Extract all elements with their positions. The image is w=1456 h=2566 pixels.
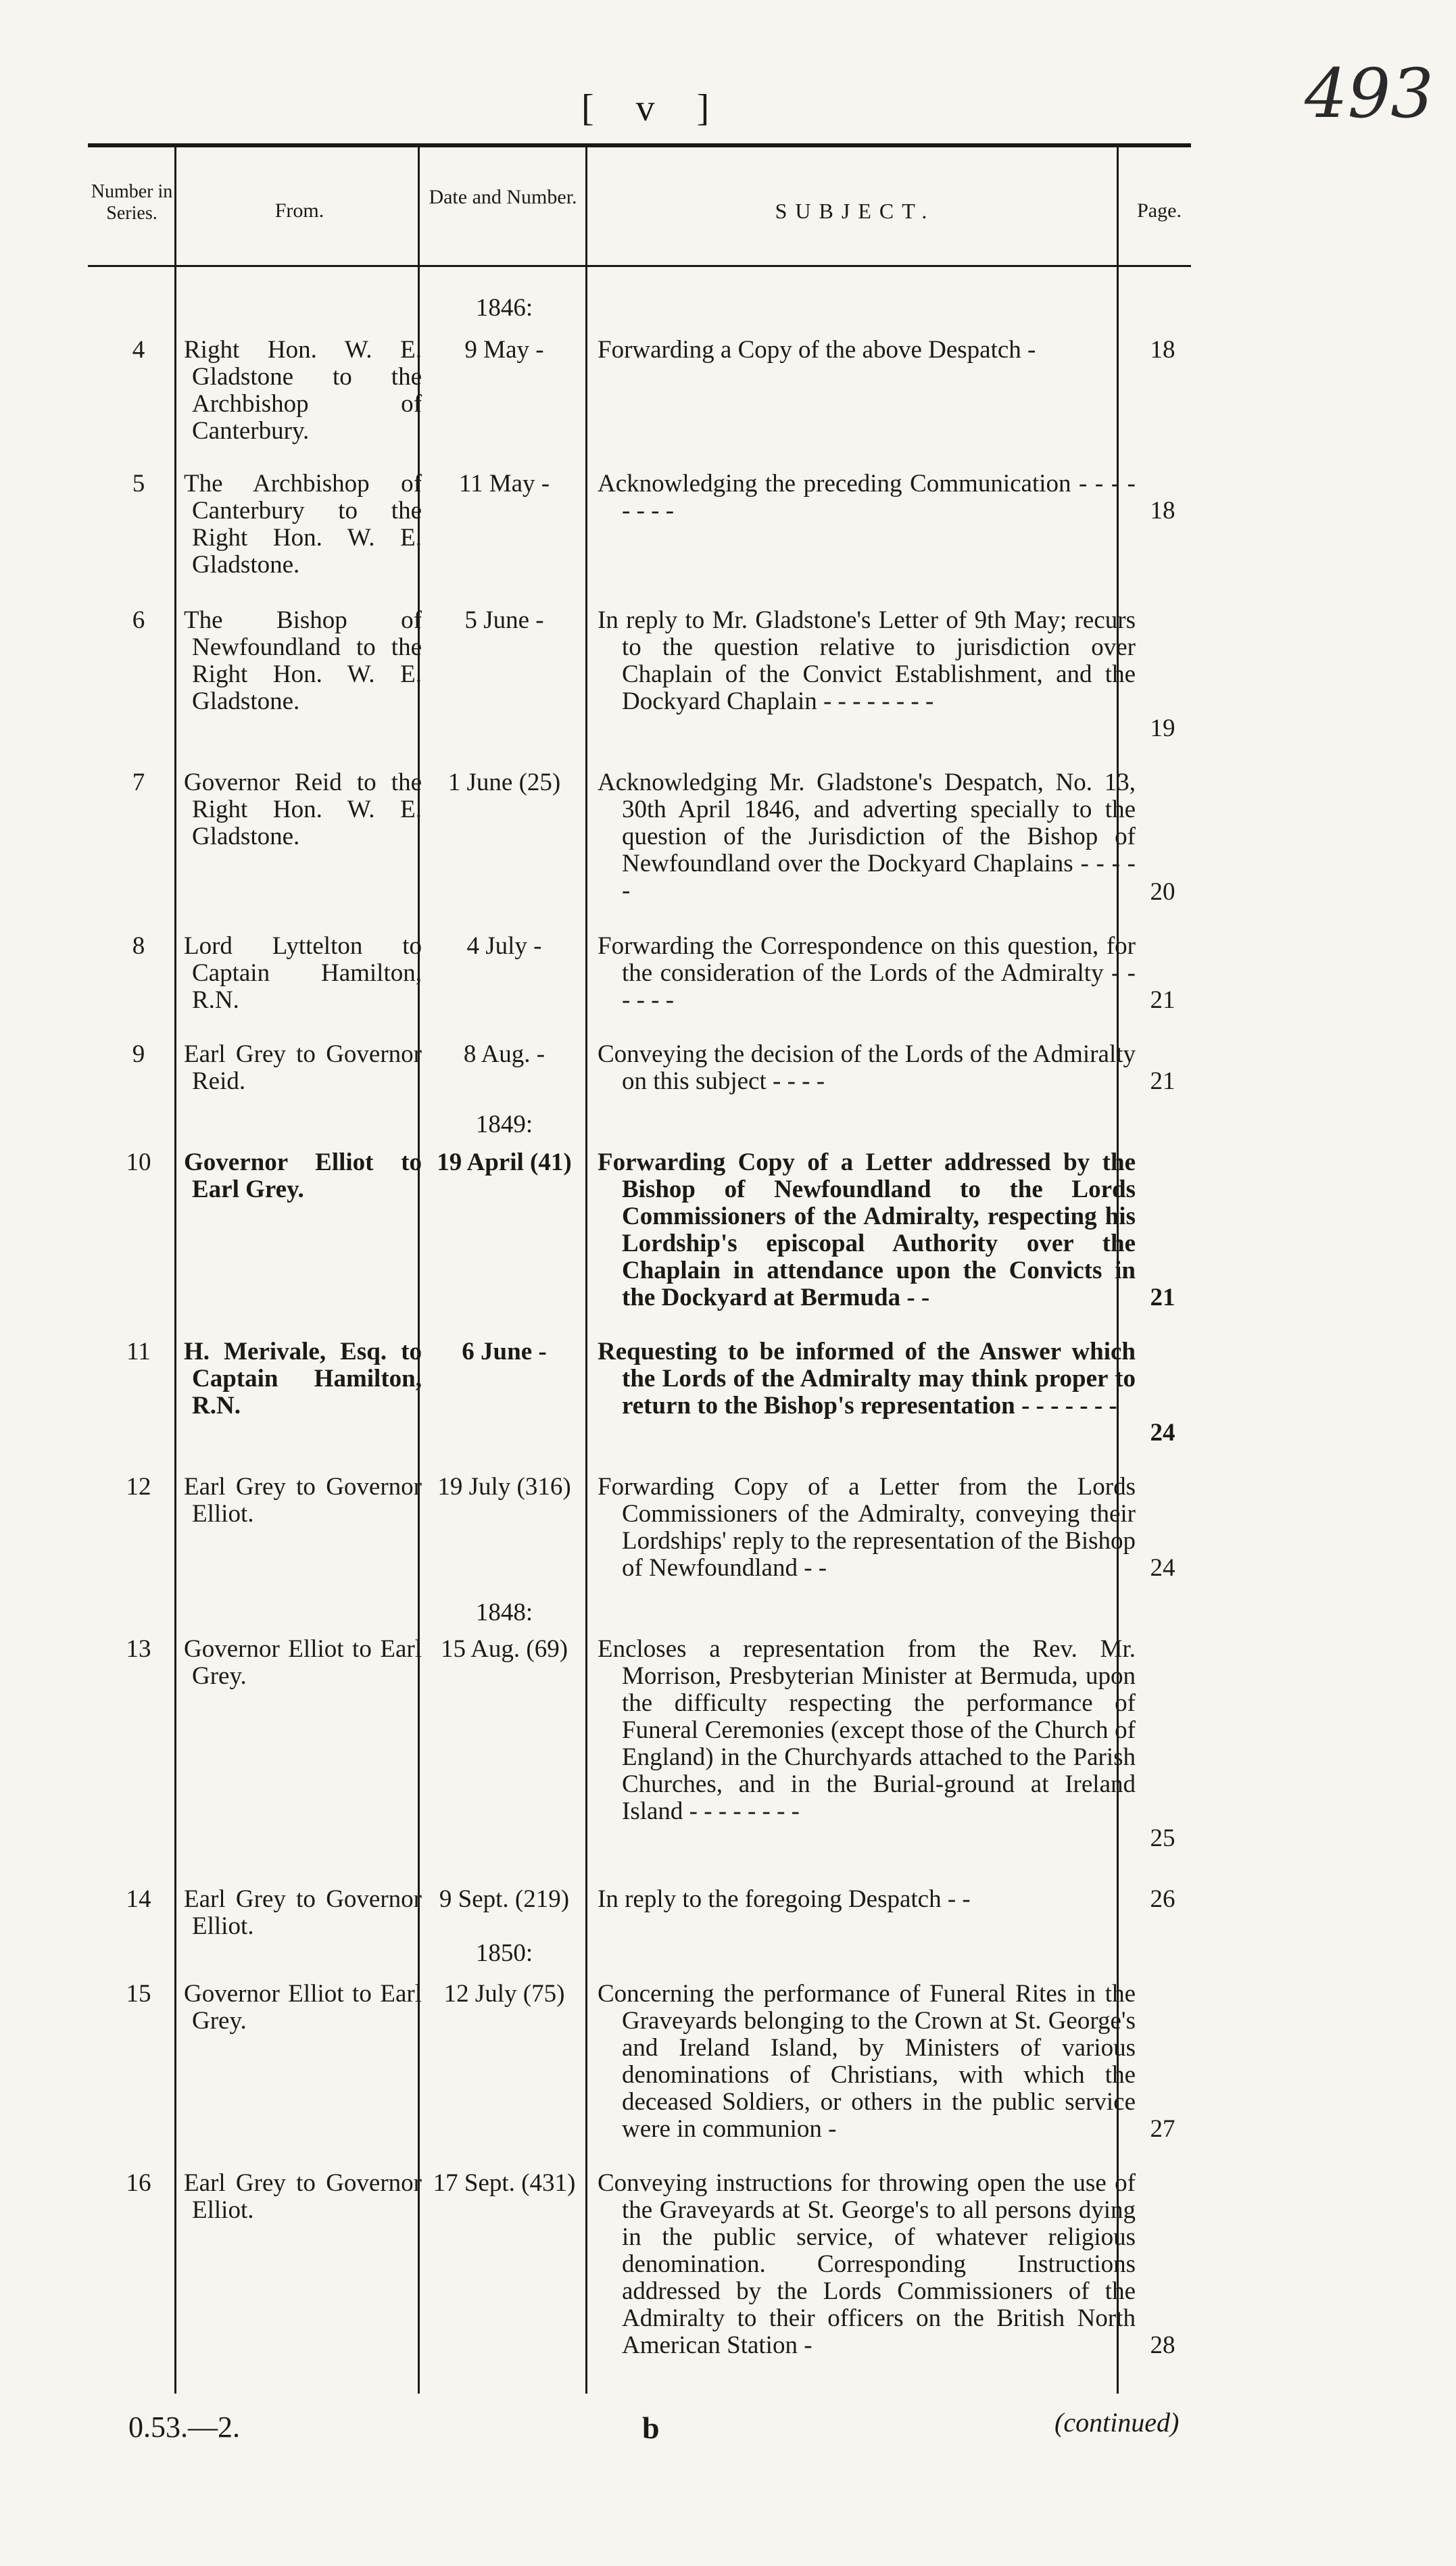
- row-page: 18: [1150, 497, 1175, 525]
- row-subject: Acknowledging Mr. Gladstone's Despatch, No. 13, 30th April 1846, and adverting specially to the question of the Jurisdiction of the Bishop of Newfoundland over the Dockyard Chaplains - - - - -: [598, 769, 1136, 904]
- row-from: Governor Elliot to Earl Grey.: [184, 1635, 422, 1690]
- footer-signature: b: [642, 2411, 660, 2445]
- footer-continued: (continued): [1054, 2407, 1180, 2438]
- header-subject: SUBJECT.: [775, 199, 936, 223]
- row-subject: Forwarding Copy of a Letter from the Lords Commissioners of the Admiralty, conveying their Lordships' reply to the representation of the Bishop of Newfoundland - -: [598, 1473, 1136, 1582]
- row-number: 4: [132, 336, 145, 364]
- row-date: 9 Sept. (219): [439, 1885, 570, 1913]
- header-from: From.: [274, 199, 324, 222]
- row-number: 15: [126, 1980, 151, 2008]
- row-date: 4 July -: [466, 932, 542, 960]
- row-number: 8: [132, 932, 145, 960]
- row-date: 11 May -: [458, 470, 550, 498]
- row-from: Earl Grey to Governor Reid.: [184, 1040, 422, 1095]
- header-date: Date and Number.: [429, 186, 577, 208]
- row-number: 6: [132, 606, 145, 634]
- top-rule: [88, 143, 1191, 147]
- row-page: 21: [1150, 1284, 1175, 1311]
- row-page: 21: [1150, 1067, 1175, 1095]
- row-from: Governor Elliot to Earl Grey.: [184, 1148, 422, 1203]
- row-from: Earl Grey to Governor Elliot.: [184, 1885, 422, 1940]
- page-roman-numeral: [ v ]: [581, 87, 726, 129]
- row-page: 25: [1150, 1824, 1175, 1852]
- header-number: Number in Series.: [91, 181, 173, 224]
- row-date: 19 July (316): [437, 1473, 571, 1501]
- row-subject: Conveying the decision of the Lords of the Admiralty on this subject - - - -: [598, 1040, 1136, 1095]
- row-date: 17 Sept. (431): [433, 2169, 576, 2197]
- row-from: H. Merivale, Esq. to Captain Hamilton, R.N.: [184, 1338, 422, 1420]
- row-from: Governor Elliot to Earl Grey.: [184, 1980, 422, 2035]
- row-subject: In reply to the foregoing Despatch - -: [598, 1885, 971, 1913]
- row-number: 14: [126, 1885, 151, 1913]
- row-date: 5 June -: [464, 606, 544, 634]
- row-number: 5: [132, 470, 145, 498]
- row-page: 18: [1150, 336, 1175, 364]
- year-label: 1846:: [475, 294, 533, 322]
- row-from: Governor Reid to the Right Hon. W. E. Gladstone.: [184, 769, 422, 850]
- year-label: 1849:: [475, 1111, 533, 1138]
- row-subject: Conveying instructions for throwing open the use of the Graveyards at St. George's to all persons dying in the public service, of whatever religious denomination. Corresponding Instructions addressed by the Lords Commissioners of the Admiralty to their officers on the British North American Station -: [598, 2169, 1136, 2359]
- row-number: 10: [126, 1148, 151, 1176]
- handwritten-page-number: 493: [1305, 54, 1434, 133]
- row-subject: Forwarding Copy of a Letter addressed by the Bishop of Newfoundland to the Lords Commissioners of the Admiralty, respecting his Lordship's episcopal Authority over the Chaplain in attendance upon the Convicts in the Dockyard at Bermuda - -: [598, 1148, 1136, 1311]
- row-subject: Acknowledging the preceding Communication - - - - - - - -: [598, 470, 1136, 525]
- row-from: Earl Grey to Governor Elliot.: [184, 1473, 422, 1528]
- row-date: 19 April (41): [437, 1148, 572, 1176]
- row-subject: Forwarding a Copy of the above Despatch -: [598, 336, 1036, 364]
- row-date: 9 May -: [464, 336, 544, 364]
- row-date: 1 June (25): [447, 769, 561, 796]
- row-number: 7: [132, 769, 145, 796]
- row-number: 13: [126, 1635, 151, 1663]
- year-label: 1848:: [475, 1599, 533, 1626]
- row-subject: Forwarding the Correspondence on this question, for the consideration of the Lords of the Admiralty - - - - - -: [598, 932, 1136, 1014]
- row-date: 6 June -: [462, 1338, 547, 1365]
- row-page: 20: [1150, 878, 1175, 906]
- column-rule: [585, 146, 587, 2394]
- row-number: 9: [132, 1040, 145, 1068]
- row-page: 27: [1150, 2115, 1175, 2143]
- row-page: 26: [1150, 1885, 1175, 1913]
- year-label: 1850:: [475, 1939, 533, 1967]
- row-from: Earl Grey to Governor Elliot.: [184, 2169, 422, 2224]
- row-subject: Concerning the performance of Funeral Rites in the Graveyards belonging to the Crown at St. George's and Ireland Island, by Ministers of various denominations of Christians, with which the deceased Soldiers, or others in the public service were in communion -: [598, 1980, 1136, 2143]
- row-page: 28: [1150, 2331, 1175, 2359]
- footer-reference: 0.53.—2.: [128, 2411, 240, 2444]
- row-number: 12: [126, 1473, 151, 1501]
- header-rule: [88, 265, 1191, 267]
- row-from: Right Hon. W. E. Gladstone to the Archbishop of Canterbury.: [184, 336, 422, 445]
- row-page: 24: [1150, 1554, 1175, 1582]
- row-date: 12 July (75): [443, 1980, 565, 2008]
- row-subject: Requesting to be informed of the Answer which the Lords of the Admiralty may think proper to return to the Bishop's representation - - - - - - -: [598, 1338, 1136, 1420]
- row-from: The Archbishop of Canterbury to the Right Hon. W. E. Gladstone.: [184, 470, 422, 579]
- row-number: 16: [126, 2169, 151, 2197]
- header-page: Page.: [1137, 199, 1182, 222]
- row-page: 24: [1150, 1419, 1175, 1447]
- row-page: 21: [1150, 986, 1175, 1014]
- row-from: The Bishop of Newfoundland to the Right Hon. W. E. Gladstone.: [184, 606, 422, 715]
- row-subject: Encloses a representation from the Rev. Mr. Morrison, Presbyterian Minister at Bermuda, upon the difficulty respecting the performance of Funeral Ceremonies (except those of the Church of England) in the Churchyards attached to the Parish Churches, and in the Burial-ground at Ireland Island - - - - - - - -: [598, 1635, 1136, 1825]
- row-page: 19: [1150, 715, 1175, 742]
- row-number: 11: [126, 1338, 151, 1365]
- row-date: 8 Aug. -: [463, 1040, 545, 1068]
- row-subject: In reply to Mr. Gladstone's Letter of 9th May; recurs to the question relative to jurisdiction over Chaplain of the Convict Establishment, and the Dockyard Chaplain - - - - - - - -: [598, 606, 1136, 715]
- row-date: 15 Aug. (69): [440, 1635, 568, 1663]
- row-from: Lord Lyttelton to Captain Hamilton, R.N.: [184, 932, 422, 1014]
